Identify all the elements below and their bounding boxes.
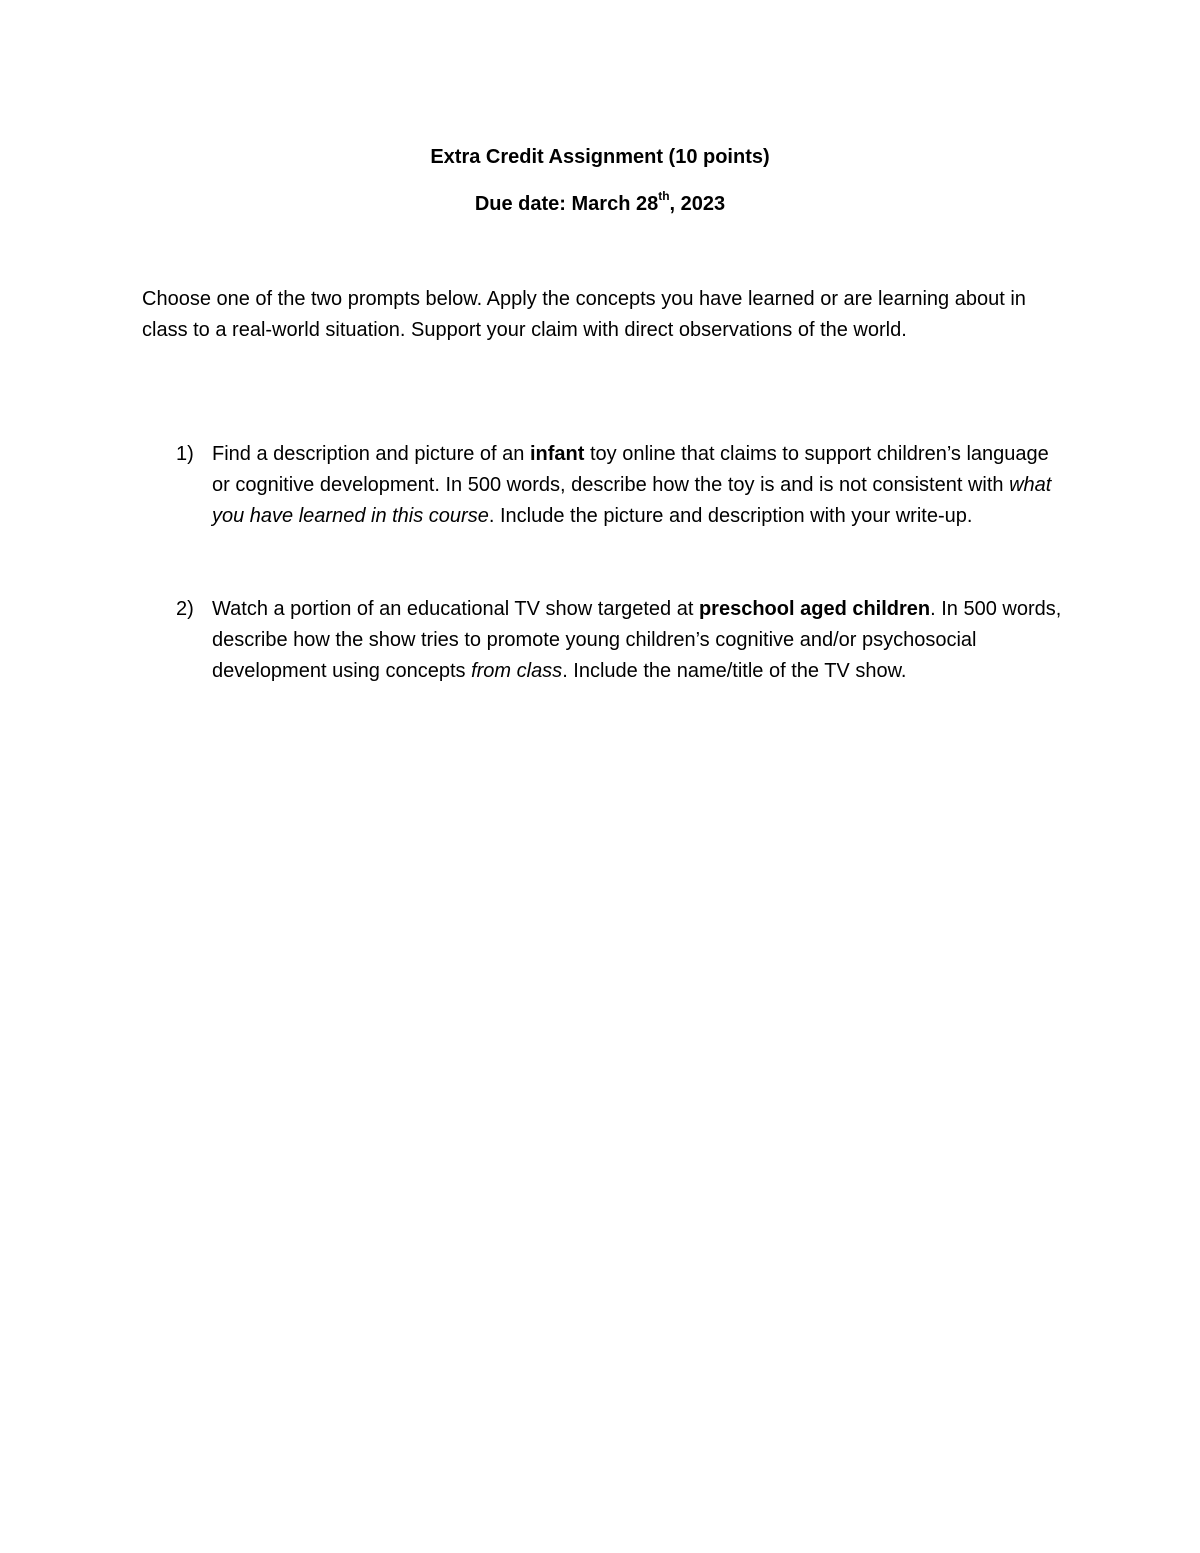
prompt-emphasis-italic: what you have learned in this course — [212, 474, 1052, 527]
prompt-number: 1) — [176, 443, 194, 465]
prompt-emphasis-bold: preschool aged children — [698, 598, 931, 620]
intro-paragraph: Choose one of the two prompts below. Apply the concepts you have learned or are learning about in class to a real-world situation. Support your claim with direct observations of the world. — [142, 288, 1026, 341]
prompt-text — [212, 594, 1072, 687]
prompt-text-part: Watch a portion of an educational TV show targeted at — [212, 598, 699, 620]
due-date-year: , 2023 — [669, 193, 726, 215]
prompt-text-part: . Include the picture and description with your write-up. — [488, 505, 973, 527]
due-date-text: Due date: March 28 — [474, 193, 659, 215]
prompt-text-part: toy online that claims to support children’s language or cognitive development. In 500 words, describe how the toy is and is not consistent with — [212, 443, 1049, 496]
prompt-emphasis-bold: infant — [529, 443, 585, 465]
prompt-text-part: Find a description and picture of an — [212, 443, 530, 465]
prompt-number: 2) — [176, 598, 194, 620]
prompt-emphasis-italic: from class — [471, 660, 563, 682]
prompt-text — [212, 439, 1072, 532]
prompt-text-part: . Include the name/title of the TV show. — [562, 660, 907, 682]
due-date — [0, 189, 1200, 216]
due-date-ordinal: th — [658, 189, 670, 204]
assignment-title: Extra Credit Assignment (10 points) — [430, 146, 770, 168]
prompt-text-part: . In 500 words, describe how the show tries to promote young children’s cognitive and/or psychosocial development using concepts — [212, 598, 1062, 682]
